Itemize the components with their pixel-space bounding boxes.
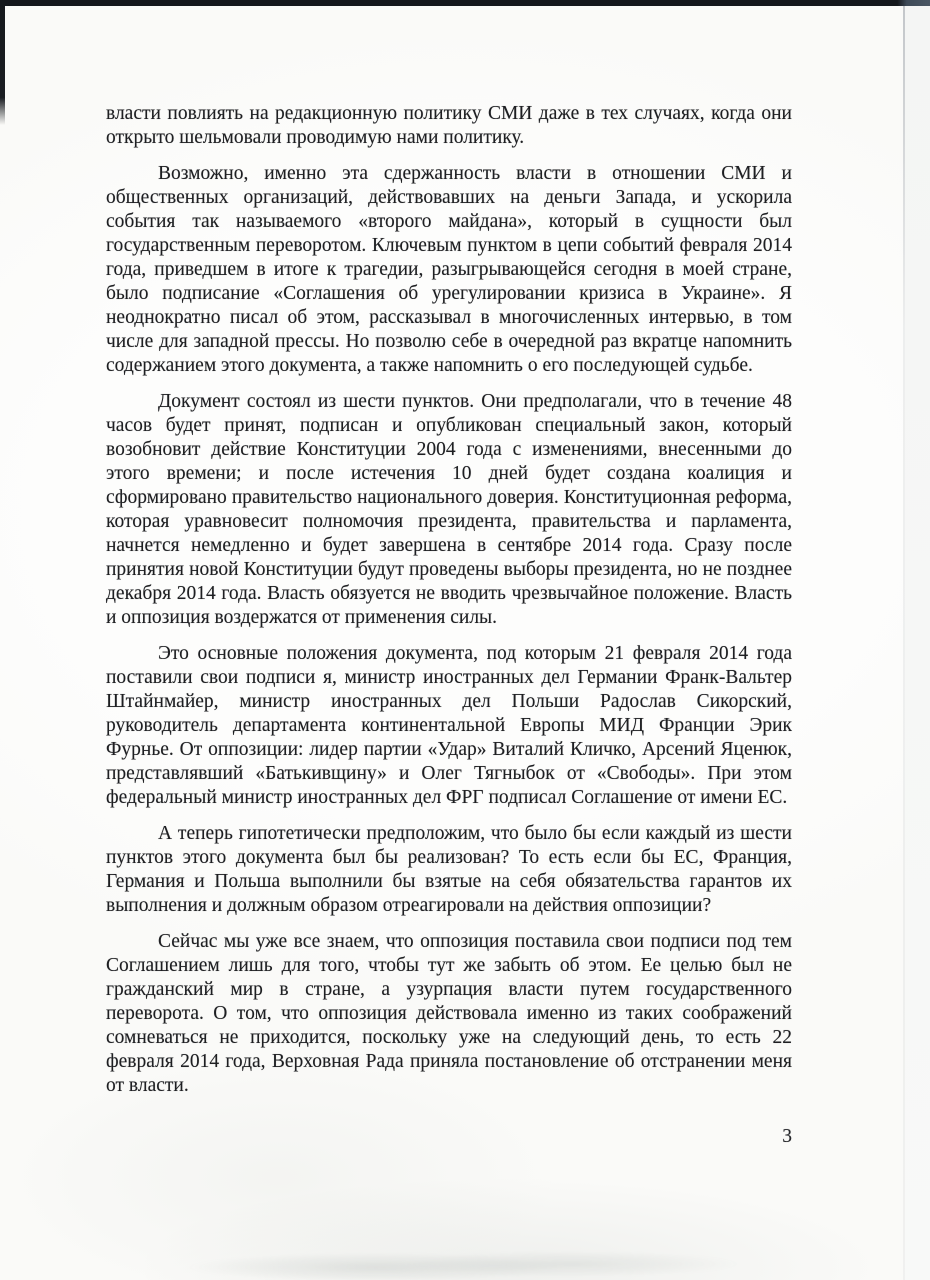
scan-artifact-top-edge (0, 0, 930, 6)
scan-artifact-bottom-smudge (180, 1248, 740, 1280)
paragraph: А теперь гипотетически предположим, что было бы если каждый из шести пунктов этого документа был бы реализован? То есть если бы ЕС, Франция, Германия и Польша выполнили бы взятые на себя обязательства гарантов их выполнения и должным образом отреагировали на действия оппозиции? (106, 823, 792, 916)
paragraph: Это основные положения документа, под которым 21 февраля 2014 года поставили свои подписи я, министр иностранных дел Германии Франк-Вальтер Штайнмайер, министр иностранных дел Польши Радослав Сикорский, руководитель департамента континентальной Европы МИД Франции Эрик Фурнье. От оппозиции: лидер партии «Удар» Виталий Кличко, Арсений Яценюк, представлявший «Батькивщину» и Олег Тягныбок от «Свободы». При этом федеральный министр иностранных дел ФРГ подписал Соглашение от имени ЕС. (106, 643, 792, 808)
paragraph: Документ состоял из шести пунктов. Они предполагали, что в течение 48 часов будет принят, подписан и опубликован специальный закон, который возобновит действие Конституции 2004 года с изменениями, внесенными до этого времени; и после истечения 10 дней будет создана коалиция и сформировано правительство национального доверия. Конституционная реформа, которая уравновесит полномочия президента, правительства и парламента, начнется немедленно и будет завершена в сентябре 2014 года. Сразу после принятия новой Конституции будут проведены выборы президента, но не позднее декабря 2014 года. Власть обязуется не вводить чрезвычайное положение. Власть и оппозиция воздержатся от применения силы. (106, 391, 792, 628)
paragraph: Сейчас мы уже все знаем, что оппозиция поставила свои подписи под тем Соглашением лишь для того, чтобы тут же забыть об этом. Ее целью был не гражданский мир в стране, а узурпация власти путем государственного переворота. О том, что оппозиция действовала именно из таких соображений сомневаться не приходится, поскольку уже на следующий день, то есть 22 февраля 2014 года, Верховная Рада приняла постановление об отстранении меня от власти. (106, 931, 792, 1096)
scan-artifact-left-edge (0, 0, 5, 125)
paragraph: власти повлиять на редакционную политику СМИ даже в тех случаях, когда они открыто шельмовали проводимую нами политику. (106, 103, 792, 148)
document-body (106, 102, 792, 1110)
paragraph: Возможно, именно эта сдержанность власти в отношении СМИ и общественных организаций, действовавших на деньги Запада, и ускорила события так называемого «второго майдана», который в сущности был государственным переворотом. Ключевым пунктом в цепи событий февраля 2014 года, приведшем в итоге к трагедии, разыгрывающейся сегодня в моей стране, было подписание «Соглашения об урегулировании кризиса в Украине». Я неоднократно писал об этом, рассказывал в многочисленных интервью, в том числе для западной прессы. Но позволю себе в очередной раз вкратце напомнить содержанием этого документа, а также напомнить о его последующей судьбе. (106, 163, 792, 376)
scan-artifact-right-margin (905, 6, 930, 1280)
page-number: 3 (782, 1126, 792, 1147)
